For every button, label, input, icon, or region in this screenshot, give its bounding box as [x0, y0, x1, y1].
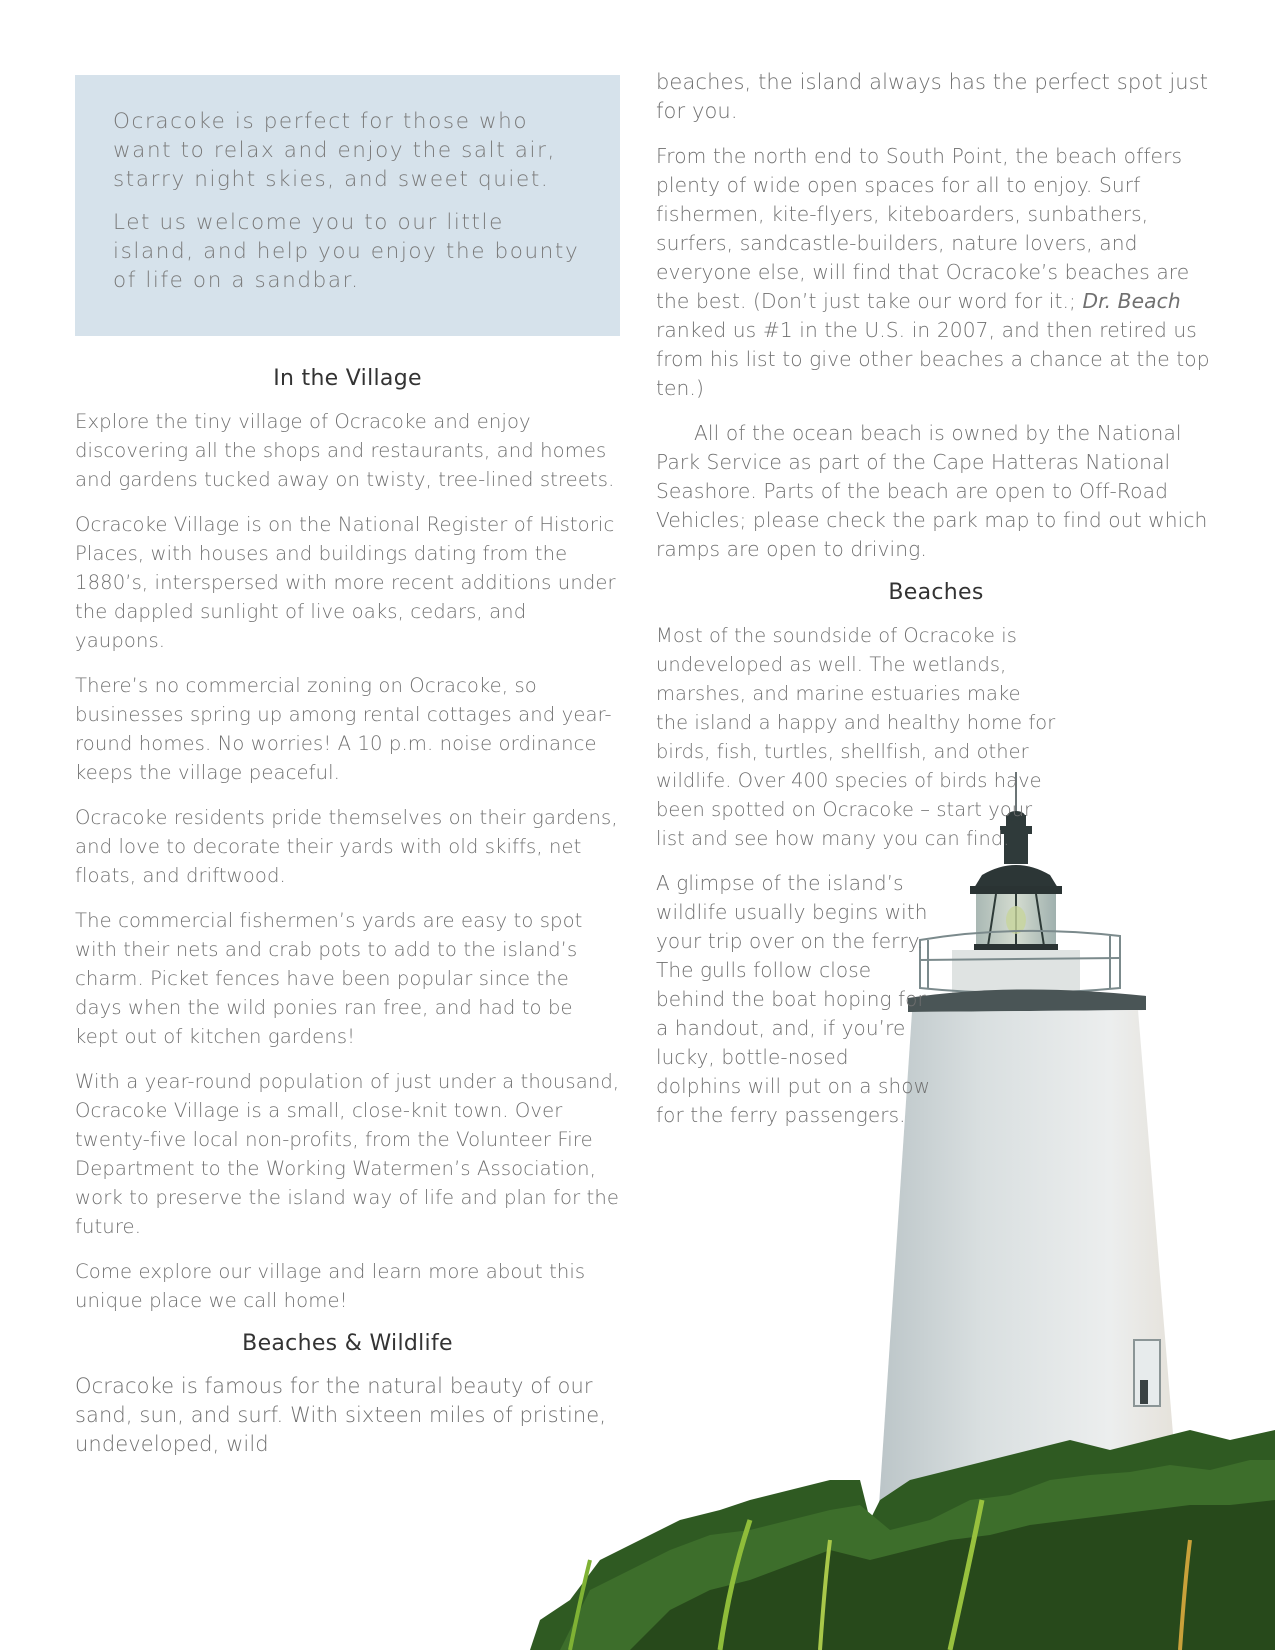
section-heading-beaches: Beaches: [888, 580, 984, 605]
intro-callout-box: [75, 75, 620, 336]
text-run: From the north end to South Point, the beach offers plenty of wide open spaces for all to enjoy. Surf fishermen, kite-flyers, kiteboarders, sunbathers, surfers, sandcastle-builders, nature lovers, and everyone else, will find that Ocracoke’s beaches are the best. (Don’t just take our word for it.;: [656, 144, 1190, 313]
beaches-wildlife-paragraph: [656, 142, 1216, 403]
village-paragraph: The commercial fishermen’s yards are easy to spot with their nets and crab pots to add to the island’s charm. Picket fences have been popular since the days when the wild ponies ran free, and had to be kept out of kitchen gardens!: [75, 909, 583, 1048]
beaches-paragraph: Most of the soundside of Ocracoke is undeveloped as well. The wetlands, marshes, and marine estuaries make the island a happy and healthy home for birds, fish, turtles, shellfish, and other wildlife. Over 400 species of birds have been spotted on Ocracoke – start your list and see how many you can find.: [656, 624, 1056, 850]
beaches-wildlife-intro: Ocracoke is famous for the natural beauty of our sand, sun, and surf. With sixteen miles of pristine, undeveloped, wild: [75, 1374, 607, 1456]
section-heading-village: In the Village: [273, 366, 422, 391]
village-paragraph: Explore the tiny village of Ocracoke and enjoy discovering all the shops and restaurants, and homes and gardens tucked away on twisty, tree-lined streets.: [75, 410, 615, 491]
callout-paragraph: Ocracoke is perfect for those who want to relax and enjoy the salt air, starry night skies, and sweet quiet.: [113, 109, 556, 192]
right-column: [656, 68, 1216, 1146]
village-paragraph: Come explore our village and learn more about this unique place we call home!: [75, 1260, 586, 1312]
village-paragraph: There’s no commercial zoning on Ocracoke, so businesses spring up among rental cottages and year-round homes. No worries! A 10 p.m. noise ordinance keeps the village peaceful.: [75, 674, 612, 784]
beaches-wildlife-paragraph: All of the ocean beach is owned by the National Park Service as part of the Cape Hatteras National Seashore. Parts of the beach are open to Off-Road Vehicles; please check the park map to find out which ramps are open to driving.: [656, 421, 1208, 561]
section-heading-beaches-wildlife: Beaches & Wildlife: [242, 1331, 453, 1356]
dr-beach-emphasis: Dr. Beach: [1082, 289, 1181, 313]
village-paragraph: Ocracoke Village is on the National Register of Historic Places, with houses and buildings dating from the 1880’s, interspersed with more recent additions under the dappled sunlight of live oaks, cedars, and yaupons.: [75, 513, 616, 652]
beaches-wildlife-intro-continued: beaches, the island always has the perfect spot just for you.: [656, 70, 1209, 123]
text-run: ranked us #1 in the U.S. in 2007, and then retired us from his list to give other beaches a chance at the top ten.): [656, 318, 1210, 400]
beaches-paragraph: A glimpse of the island’s wildlife usually begins with your trip over on the ferry. The gulls follow close behind the boat hoping for a handout, and, if you’re lucky, bottle-nosed dolphins will put on a show for the ferry passengers.: [656, 871, 931, 1127]
left-column: [75, 75, 620, 1475]
village-paragraph: Ocracoke residents pride themselves on their gardens, and love to decorate their yards with old skiffs, net floats, and driftwood.: [75, 806, 618, 887]
village-paragraph: With a year-round population of just under a thousand, Ocracoke Village is a small, close-knit town. Over twenty-five local non-profits, from the Volunteer Fire Department to the Working Watermen’s Association, work to preserve the island way of life and plan for the future.: [75, 1070, 620, 1238]
callout-paragraph: Let us welcome you to our little island, and help you enjoy the bounty of life on a sandbar.: [113, 210, 580, 293]
